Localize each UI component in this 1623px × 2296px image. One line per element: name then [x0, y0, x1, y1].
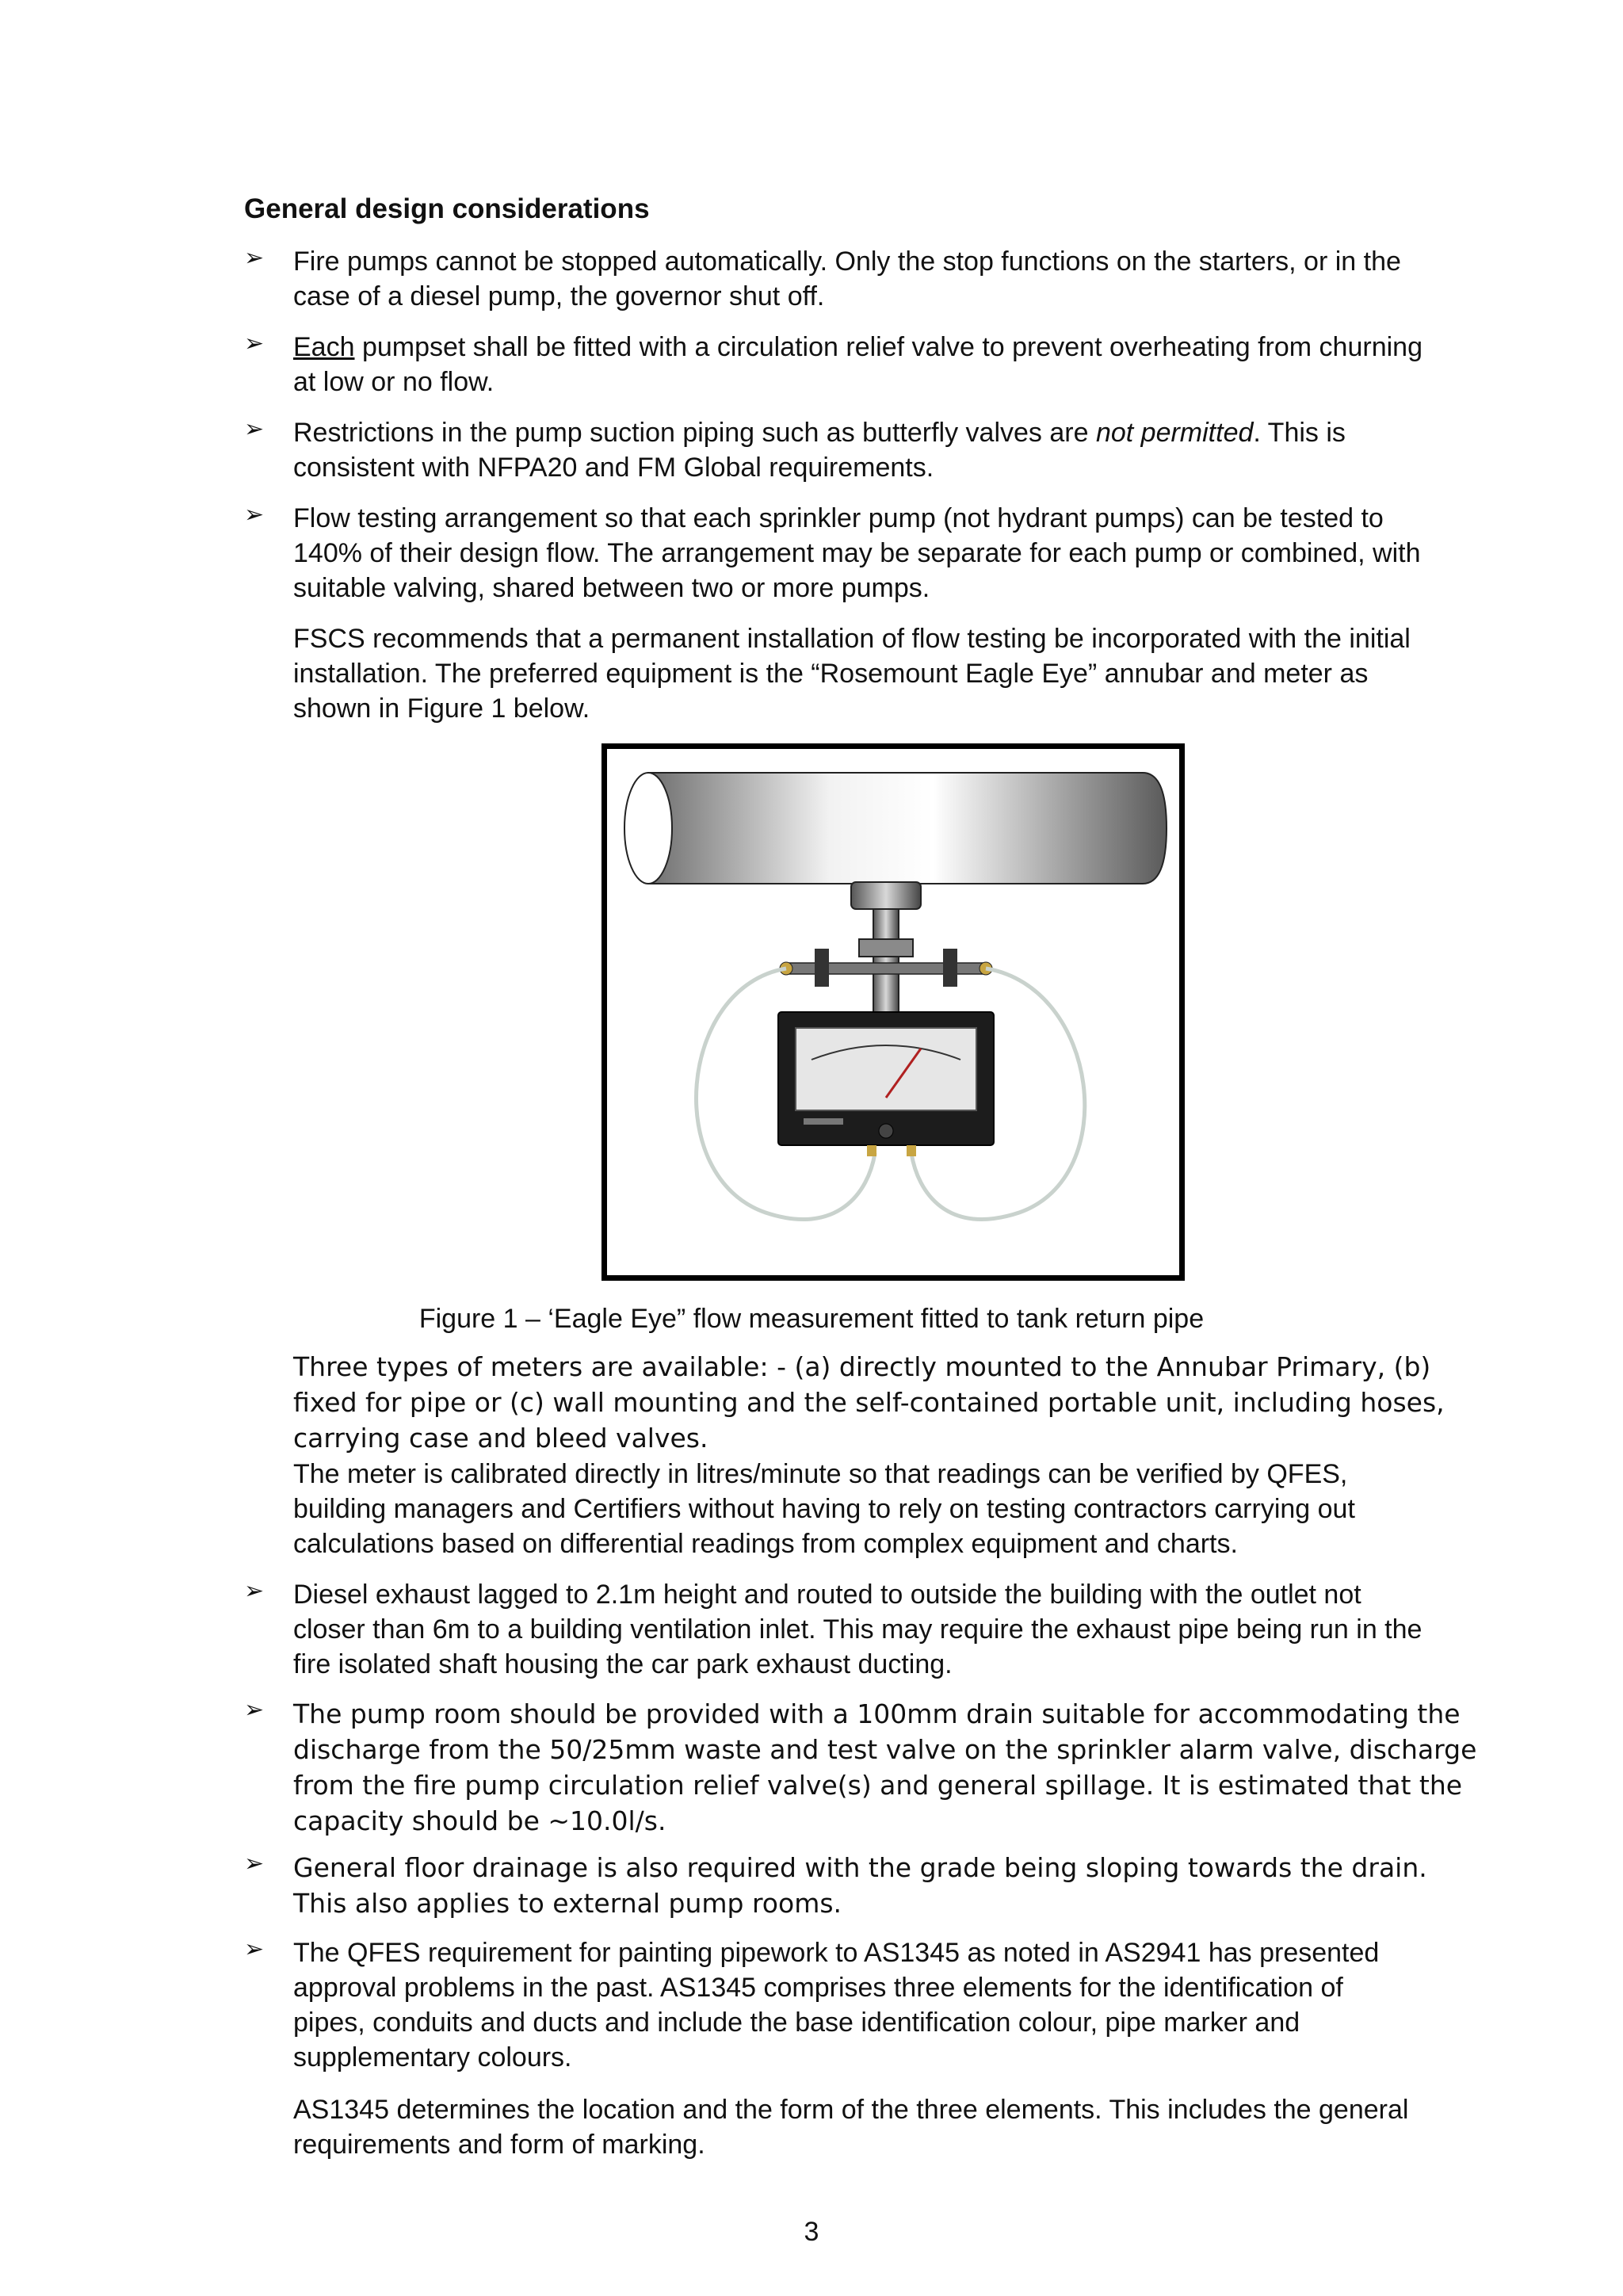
bullet-text: Flow testing arrangement so that each sprinkler pump (not hydrant pumps) can be tested to 140% of their design flow. The arrangement may be separate for each pump or combined, with suitable valving, shared between two or more pumps. — [293, 503, 1421, 603]
eagle-eye-illustration — [607, 749, 1179, 1275]
bullet-text: The pump room should be provided with a 100mm drain suitable for accommodating the discharge from the 50/25mm waste and test valve on the sprinkler alarm valve, discharge from the fire pump circulation relief valve(s) and general spillage. It is estimated that the capacity should be ~10.0l/s. — [293, 1698, 1477, 1836]
page-number: 3 — [804, 2217, 819, 2247]
arrow-bullet-icon: ➢ — [244, 1697, 265, 1723]
bullet-text: Each pumpset shall be fitted with a circulation relief valve to prevent overheating from churning at low or no flow. — [293, 332, 1423, 397]
bullet-text: The QFES requirement for painting pipework to AS1345 as noted in AS2941 has presented approval problems in the past. AS1345 comprises three elements for the identification of pipes, conduits and ducts and include the base identification colour, pipe marker and supplementary colours. — [293, 1938, 1380, 2073]
figure-caption: Figure 1 – ‘Eagle Eye” flow measurement fitted to tank return pipe — [418, 1304, 1205, 1334]
arrow-bullet-icon: ➢ — [244, 502, 265, 528]
fscs-paragraph: FSCS recommends that a permanent installation of flow testing be incorporated with the initial installation. The preferred equipment is the “Rosemount Eagle Eye” annubar and meter as shown in Figure 1 below. — [293, 624, 1411, 724]
section-heading: General design considerations — [244, 193, 650, 224]
bullet-text: Restrictions in the pump suction piping such as butterfly valves are not permitted. This is consistent with NFPA20 and FM Global requirements. — [293, 418, 1346, 483]
bullet-text: General floor drainage is also required with the grade being sloping towards the drain. This also applies to external pump rooms. — [293, 1852, 1427, 1919]
arrow-bullet-icon: ➢ — [244, 330, 265, 357]
figure-eagle-eye-image — [601, 743, 1185, 1281]
arrow-bullet-icon: ➢ — [244, 1936, 265, 1962]
bullet-text: Diesel exhaust lagged to 2.1m height and routed to outside the building with the outlet not closer than 6m to a building ventilation inlet. This may require the exhaust pipe being run in the fire isolated shaft housing the car park exhaust ducting. — [293, 1580, 1423, 1679]
as1345-paragraph: AS1345 determines the location and the form of the three elements. This includes the general requirements and form of marking. — [293, 2095, 1409, 2160]
arrow-bullet-icon: ➢ — [244, 245, 265, 271]
arrow-bullet-icon: ➢ — [244, 1578, 265, 1604]
bullet-text: Fire pumps cannot be stopped automatically. Only the stop functions on the starters, or in the case of a diesel pump, the governor shut off. — [293, 246, 1401, 311]
meters-paragraph: Three types of meters are available: - (a) directly mounted to the Annubar Primary, (b) fixed for pipe or (c) wall mounting and the self-contained portable unit, including hoses, carrying case and bleed valves. — [293, 1351, 1445, 1454]
arrow-bullet-icon: ➢ — [244, 416, 265, 442]
calibrated-paragraph: The meter is calibrated directly in litres/minute so that readings can be verified by QFES, building managers and Certifiers without having to rely on testing contractors carrying out calculations based on differential readings from complex equipment and charts. — [293, 1459, 1355, 1559]
arrow-bullet-icon: ➢ — [244, 1851, 265, 1877]
